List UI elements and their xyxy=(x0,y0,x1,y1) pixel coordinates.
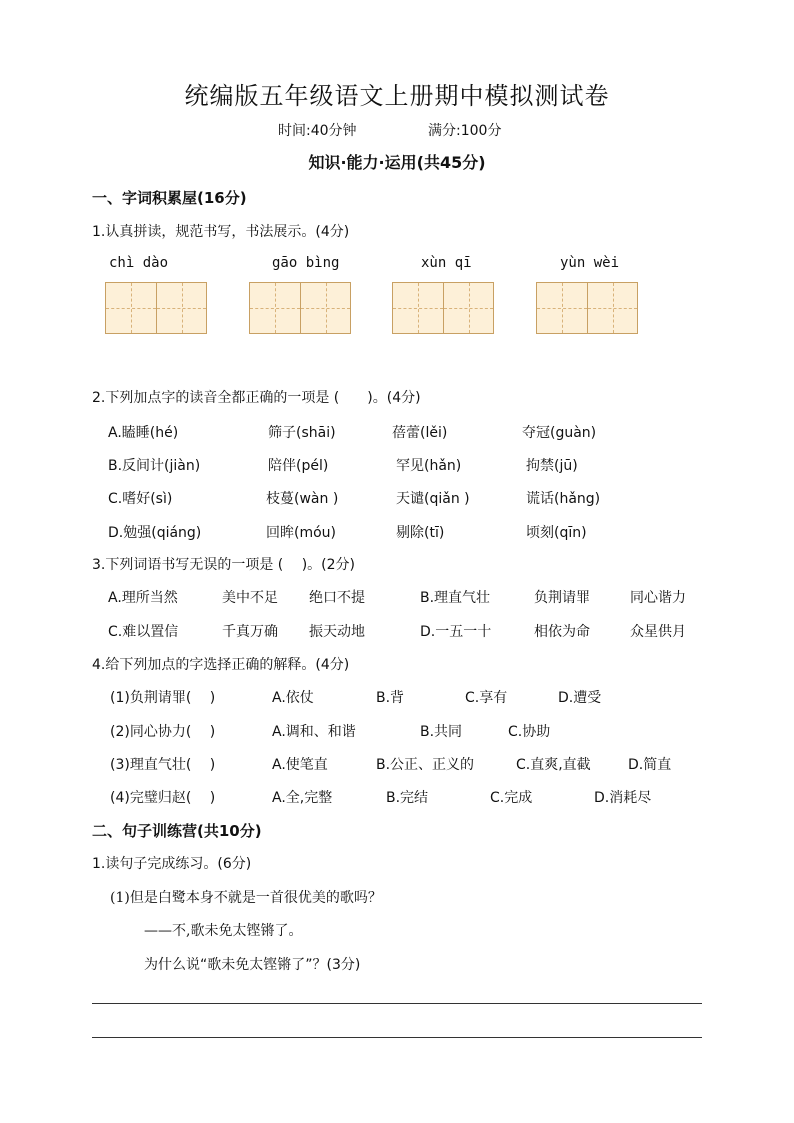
s2-q1-text: 1.读句子完成练习。(6分) xyxy=(92,856,252,872)
q2-option: 拘禁(jū) xyxy=(526,458,578,474)
q2-option: A.瞌睡(hé) xyxy=(108,425,179,441)
s2-q1-sentence: (1)但是白鹭本身不就是一首很优美的歌吗？ xyxy=(110,890,382,906)
q4-choice: C.直爽,直截 xyxy=(516,757,591,773)
s2-q1-question: 为什么说“歌未免太铿锵了”？(3分) xyxy=(144,957,361,973)
q3-word: 千真万确 xyxy=(222,624,278,640)
q3-word: 相依为命 xyxy=(534,624,590,640)
writing-cell[interactable] xyxy=(156,283,206,333)
writing-cell[interactable] xyxy=(443,283,493,333)
q4-choice: C.完成 xyxy=(490,790,533,806)
q2-option: D.勉强(qiáng) xyxy=(108,525,202,541)
q2-option: 顷刻(qīn) xyxy=(526,525,587,541)
q3-word: 振天动地 xyxy=(309,624,365,640)
writing-cell[interactable] xyxy=(300,283,350,333)
answer-line[interactable] xyxy=(92,1037,702,1038)
answer-line[interactable] xyxy=(92,1003,702,1004)
q4-choice: B.共同 xyxy=(420,724,463,740)
q2-option: C.嗜好(sì) xyxy=(108,491,173,507)
part-subtitle: 知识·能力·运用(共45分) xyxy=(308,153,486,172)
q4-choice: D.遭受 xyxy=(558,690,602,706)
q4-item: (3)理直气壮( ) xyxy=(110,757,216,773)
q4-text: 4.给下列加点的字选择正确的解释。(4分) xyxy=(92,657,350,673)
section2-heading: 二、句子训练营(共10分) xyxy=(92,822,262,840)
q3-word: 绝口不提 xyxy=(309,590,365,606)
q4-item: (4)完璧归赵( ) xyxy=(110,790,216,806)
exam-full-score: 满分:100分 xyxy=(428,123,502,139)
s2-q1-quote: ——不,歌未免太铿锵了。 xyxy=(144,923,303,939)
q3-text: 3.下列词语书写无误的一项是 ( )。(2分) xyxy=(92,557,356,573)
q2-option: 剔除(tī) xyxy=(396,525,445,541)
pinyin-3: xùn qī xyxy=(421,255,472,271)
q4-choice: B.公正、正义的 xyxy=(376,757,475,773)
q4-choice: B.完结 xyxy=(386,790,429,806)
q2-option: 筛子(shāi) xyxy=(268,425,336,441)
q2-option: 陪伴(pél) xyxy=(268,458,329,474)
q4-choice: A.使笔直 xyxy=(272,757,328,773)
section1-heading: 一、字词积累屋(16分) xyxy=(92,189,247,207)
q3-word: 众星供月 xyxy=(630,624,686,640)
q4-choice: A.全,完整 xyxy=(272,790,333,806)
q2-option: 谎话(hǎng) xyxy=(526,491,601,507)
q4-item: (2)同心协力( ) xyxy=(110,724,216,740)
q1-text: 1.认真拼读，规范书写，书法展示。(4分) xyxy=(92,224,350,240)
q2-option: 回眸(móu) xyxy=(266,525,336,541)
q4-choice: A.依仗 xyxy=(272,690,314,706)
q3-word: C.难以置信 xyxy=(108,624,179,640)
writing-cell[interactable] xyxy=(250,283,300,333)
writing-grid-4[interactable] xyxy=(536,282,638,334)
q3-word: A.理所当然 xyxy=(108,590,178,606)
q2-option: 罕见(hǎn) xyxy=(396,458,462,474)
q2-option: 夺冠(guàn) xyxy=(522,425,597,441)
q4-choice: C.协助 xyxy=(508,724,551,740)
pinyin-4: yùn wèi xyxy=(560,255,620,271)
writing-grid-1[interactable] xyxy=(105,282,207,334)
q4-choice: B.背 xyxy=(376,690,405,706)
writing-grid-2[interactable] xyxy=(249,282,351,334)
pinyin-2: gāo bìng xyxy=(272,255,340,271)
q4-choice: C.享有 xyxy=(465,690,508,706)
page-title: 统编版五年级语文上册期中模拟测试卷 xyxy=(184,82,610,110)
writing-grid-3[interactable] xyxy=(392,282,494,334)
q2-option: 蓓蕾(lěi) xyxy=(392,425,448,441)
q4-item: (1)负荆请罪( ) xyxy=(110,690,216,706)
q3-word: 美中不足 xyxy=(222,590,278,606)
pinyin-1: chì dào xyxy=(109,255,169,271)
q2-option: B.反间计(jiàn) xyxy=(108,458,201,474)
q2-option: 枝蔓(wàn ) xyxy=(266,491,339,507)
q3-word: D.一五一十 xyxy=(420,624,492,640)
writing-cell[interactable] xyxy=(393,283,443,333)
q2-option: 天谴(qiǎn ) xyxy=(396,491,470,507)
q2-text: 2.下列加点字的读音全都正确的一项是 ( )。(4分) xyxy=(92,390,421,406)
q3-word: 同心谐力 xyxy=(630,590,686,606)
q4-choice: D.消耗尽 xyxy=(594,790,652,806)
exam-time: 时间:40分钟 xyxy=(278,123,357,139)
writing-cell[interactable] xyxy=(106,283,156,333)
writing-cell[interactable] xyxy=(587,283,637,333)
writing-cell[interactable] xyxy=(537,283,587,333)
q3-word: B.理直气壮 xyxy=(420,590,491,606)
q4-choice: D.简直 xyxy=(628,757,672,773)
q4-choice: A.调和、和谐 xyxy=(272,724,356,740)
q3-word: 负荆请罪 xyxy=(534,590,590,606)
